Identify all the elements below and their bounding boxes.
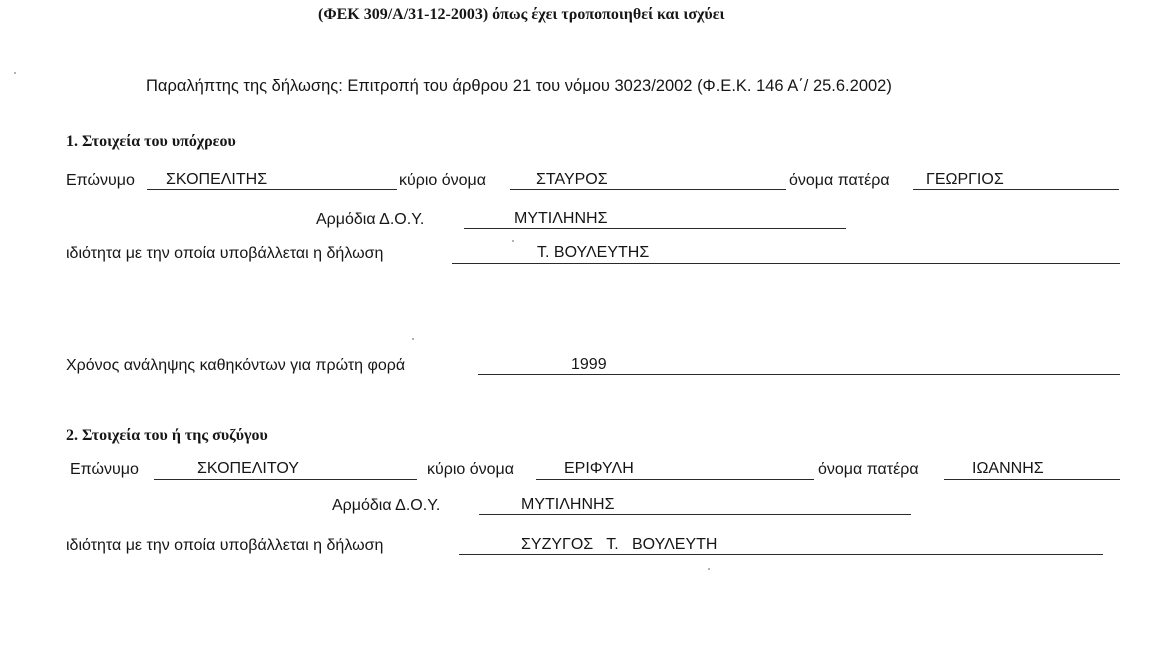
section1-tax-office-value[interactable]: ΜΥΤΙΛΗΝΗΣ (514, 210, 608, 227)
section1-capacity-line (452, 263, 1120, 264)
section2-capacity-line (459, 554, 1103, 555)
section2-surname-label: Επώνυμο (70, 461, 139, 478)
section1-year-value[interactable]: 1999 (571, 356, 607, 373)
section1-first-name-label: κύριο όνομα (399, 172, 487, 189)
scan-speck (512, 240, 514, 242)
section1-father-name-label: όνομα πατέρα (789, 172, 890, 189)
section1-tax-office-label: Αρμόδια Δ.Ο.Υ. (316, 211, 425, 228)
section2-tax-office-value[interactable]: ΜΥΤΙΛΗΝΗΣ (521, 496, 615, 513)
law-reference-heading: (ΦΕΚ 309/Α/31-12-2003) όπως έχει τροποποιηθεί και ισχύει (318, 6, 725, 23)
section1-title: 1. Στοιχεία του υπόχρεου (66, 133, 236, 150)
section1-surname-label: Επώνυμο (66, 172, 135, 189)
section1-father-name-value[interactable]: ΓΕΩΡΓΙΟΣ (926, 171, 1004, 188)
section2-father-name-value[interactable]: ΙΩΑΝΝΗΣ (972, 460, 1044, 477)
section2-first-name-line (536, 479, 814, 480)
section1-tax-office-line (464, 228, 846, 229)
scan-speck (708, 568, 710, 570)
section1-capacity-label: ιδιότητα με την οποία υποβάλλεται η δήλωση (66, 245, 384, 262)
section2-capacity-label: ιδιότητα με την οποία υποβάλλεται η δήλωση (66, 537, 384, 554)
section2-tax-office-line (479, 514, 911, 515)
scan-speck (14, 72, 16, 74)
scan-speck (412, 338, 414, 340)
section1-year-line (478, 374, 1120, 375)
section2-tax-office-label: Αρμόδια Δ.Ο.Υ. (332, 497, 441, 514)
recipient-line: Παραλήπτης της δήλωσης: Επιτροπή του άρθρου 21 του νόμου 3023/2002 (Φ.Ε.Κ. 146 Α΄/ 25.6.2002) (146, 77, 892, 95)
section2-father-name-label: όνομα πατέρα (818, 461, 919, 478)
section1-father-name-line (913, 189, 1119, 190)
section2-first-name-label: κύριο όνομα (427, 461, 515, 478)
section1-first-name-value[interactable]: ΣΤΑΥΡΟΣ (536, 171, 608, 188)
section1-surname-value[interactable]: ΣΚΟΠΕΛΙΤΗΣ (166, 171, 268, 188)
section2-surname-line (154, 479, 417, 480)
section2-capacity-value[interactable]: ΣΥΖΥΓΟΣ Τ. ΒΟΥΛΕΥΤΗ (521, 536, 718, 553)
section1-first-name-line (510, 189, 786, 190)
section2-title: 2. Στοιχεία του ή της συζύγου (66, 427, 268, 444)
section1-surname-line (147, 189, 397, 190)
section1-year-label: Χρόνος ανάληψης καθηκόντων για πρώτη φορά (66, 357, 406, 374)
section2-father-name-line (944, 479, 1120, 480)
section1-capacity-value[interactable]: Τ. ΒΟΥΛΕΥΤΗΣ (537, 244, 650, 261)
section2-first-name-value[interactable]: ΕΡΙΦΥΛΗ (564, 460, 634, 477)
section2-surname-value[interactable]: ΣΚΟΠΕΛΙΤΟΥ (197, 460, 299, 477)
